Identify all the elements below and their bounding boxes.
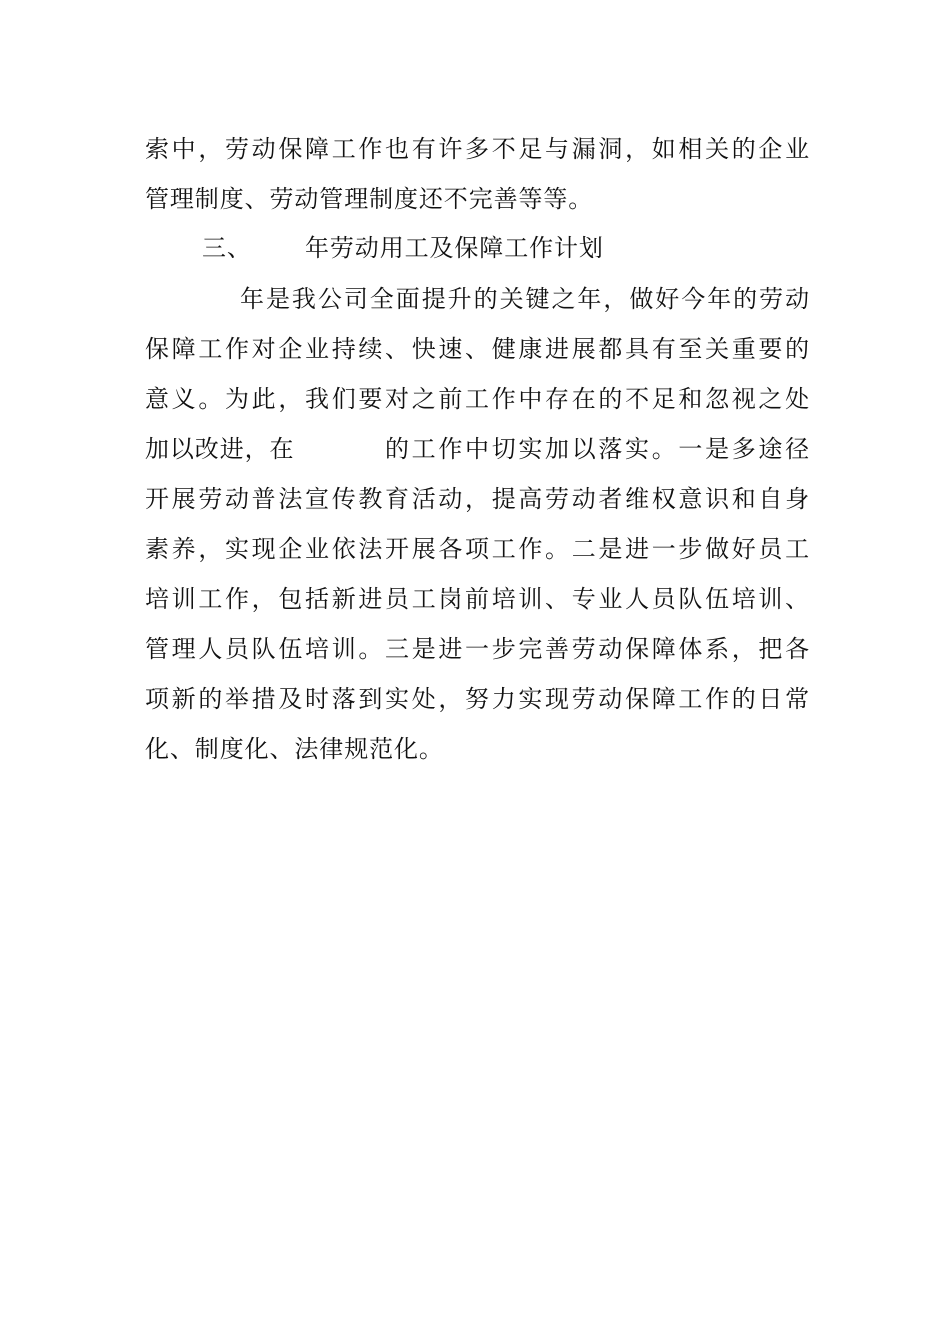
text-line: 开展劳动普法宣传教育活动，提高劳动者维权意识和自身: [145, 485, 810, 513]
text-line: 管理制度、劳动管理制度还不完善等等。: [145, 185, 594, 213]
text-line: 培训工作，包括新进员工岗前培训、专业人员队伍培训、: [145, 585, 810, 613]
text-line: 项新的举措及时落到实处，努力实现劳动保障工作的日常: [145, 685, 810, 713]
section-number: 三、: [202, 234, 252, 262]
section-heading: [145, 233, 810, 263]
section-title: 年劳动用工及保障工作计划: [305, 234, 604, 262]
text-line: 保障工作对企业持续、快速、健康进展都具有至关重要的: [145, 335, 810, 363]
text-line: [145, 434, 810, 464]
text-line: 素养，实现企业依法开展各项工作。二是进一步做好员工: [145, 535, 810, 563]
text-line: 化、制度化、法律规范化。: [145, 735, 444, 763]
text-line: 意义。为此，我们要对之前工作中存在的不足和忽视之处: [145, 385, 810, 413]
text-segment: 的工作中切实加以落实。一是多途径: [385, 435, 810, 463]
text-line: 索中，劳动保障工作也有许多不足与漏洞，如相关的企业: [145, 135, 810, 163]
paragraph-first-line: 年是我公司全面提升的关键之年，做好今年的劳动: [240, 285, 810, 313]
text-line: [145, 284, 810, 314]
text-segment: 加以改进，在: [145, 435, 295, 463]
text-line: 管理人员队伍培训。三是进一步完善劳动保障体系，把各: [145, 635, 810, 663]
